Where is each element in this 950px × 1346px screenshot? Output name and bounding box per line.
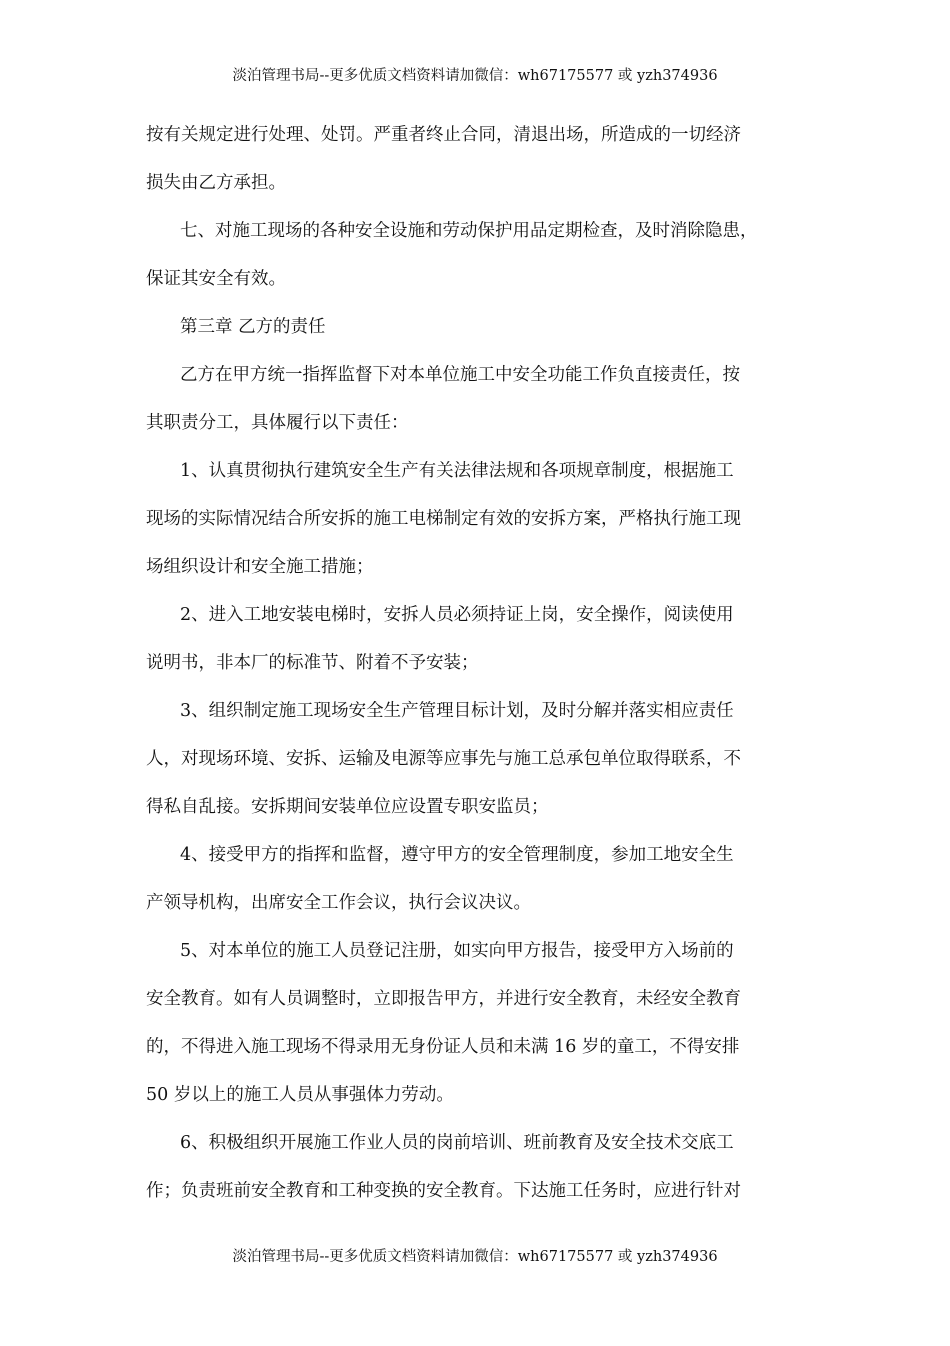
text-line: 七、对施工现场的各种安全设施和劳动保护用品定期检查，及时消除隐患， (180, 221, 758, 241)
text-line: 保证其安全有效。 (146, 269, 286, 289)
text-line: 作；负责班前安全教育和工种变换的安全教育。下达施工任务时，应进行针对 (146, 1181, 741, 1201)
text-line: 的，不得进入施工现场不得录用无身份证人员和未满 16 岁的童工，不得安排 (146, 1037, 740, 1057)
text-line: 说明书，非本厂的标准节、附着不予安装； (146, 653, 479, 673)
text-line: 人，对现场环境、安拆、运输及电源等应事先与施工总承包单位取得联系，不 (146, 749, 741, 769)
chapter-heading: 第三章 乙方的责任 (180, 317, 326, 337)
page-footer: 淡泊管理书局--更多优质文档资料请加微信：wh67175577 或 yzh374936 (232, 1249, 718, 1265)
text-line: 场组织设计和安全施工措施； (146, 557, 374, 577)
text-line: 安全教育。如有人员调整时，立即报告甲方，并进行安全教育，未经安全教育 (146, 989, 741, 1009)
text-line: 4、接受甲方的指挥和监督，遵守甲方的安全管理制度，参加工地安全生 (180, 845, 734, 865)
text-line: 得私自乱接。安拆期间安装单位应设置专职安监员； (146, 797, 549, 817)
text-line: 其职责分工，具体履行以下责任： (146, 413, 409, 433)
text-line: 2、进入工地安装电梯时，安拆人员必须持证上岗，安全操作，阅读使用 (180, 605, 734, 625)
text-line: 3、组织制定施工现场安全生产管理目标计划，及时分解并落实相应责任 (180, 701, 734, 721)
text-line: 按有关规定进行处理、处罚。严重者终止合同，清退出场，所造成的一切经济 (146, 125, 741, 145)
text-line: 现场的实际情况结合所安拆的施工电梯制定有效的安拆方案，严格执行施工现 (146, 509, 741, 529)
text-line: 乙方在甲方统一指挥监督下对本单位施工中安全功能工作负直接责任，按 (180, 365, 740, 385)
text-line: 6、积极组织开展施工作业人员的岗前培训、班前教育及安全技术交底工 (180, 1133, 734, 1153)
document-body (146, 116, 810, 1220)
page-header: 淡泊管理书局--更多优质文档资料请加微信：wh67175577 或 yzh374936 (232, 68, 718, 84)
text-line: 50 岁以上的施工人员从事强体力劳动。 (146, 1085, 454, 1105)
text-line: 损失由乙方承担。 (146, 173, 286, 193)
text-line: 5、对本单位的施工人员登记注册，如实向甲方报告，接受甲方入场前的 (180, 941, 734, 961)
text-line: 产领导机构，出席安全工作会议，执行会议决议。 (146, 893, 531, 913)
text-line: 1、认真贯彻执行建筑安全生产有关法律法规和各项规章制度，根据施工 (180, 461, 734, 481)
